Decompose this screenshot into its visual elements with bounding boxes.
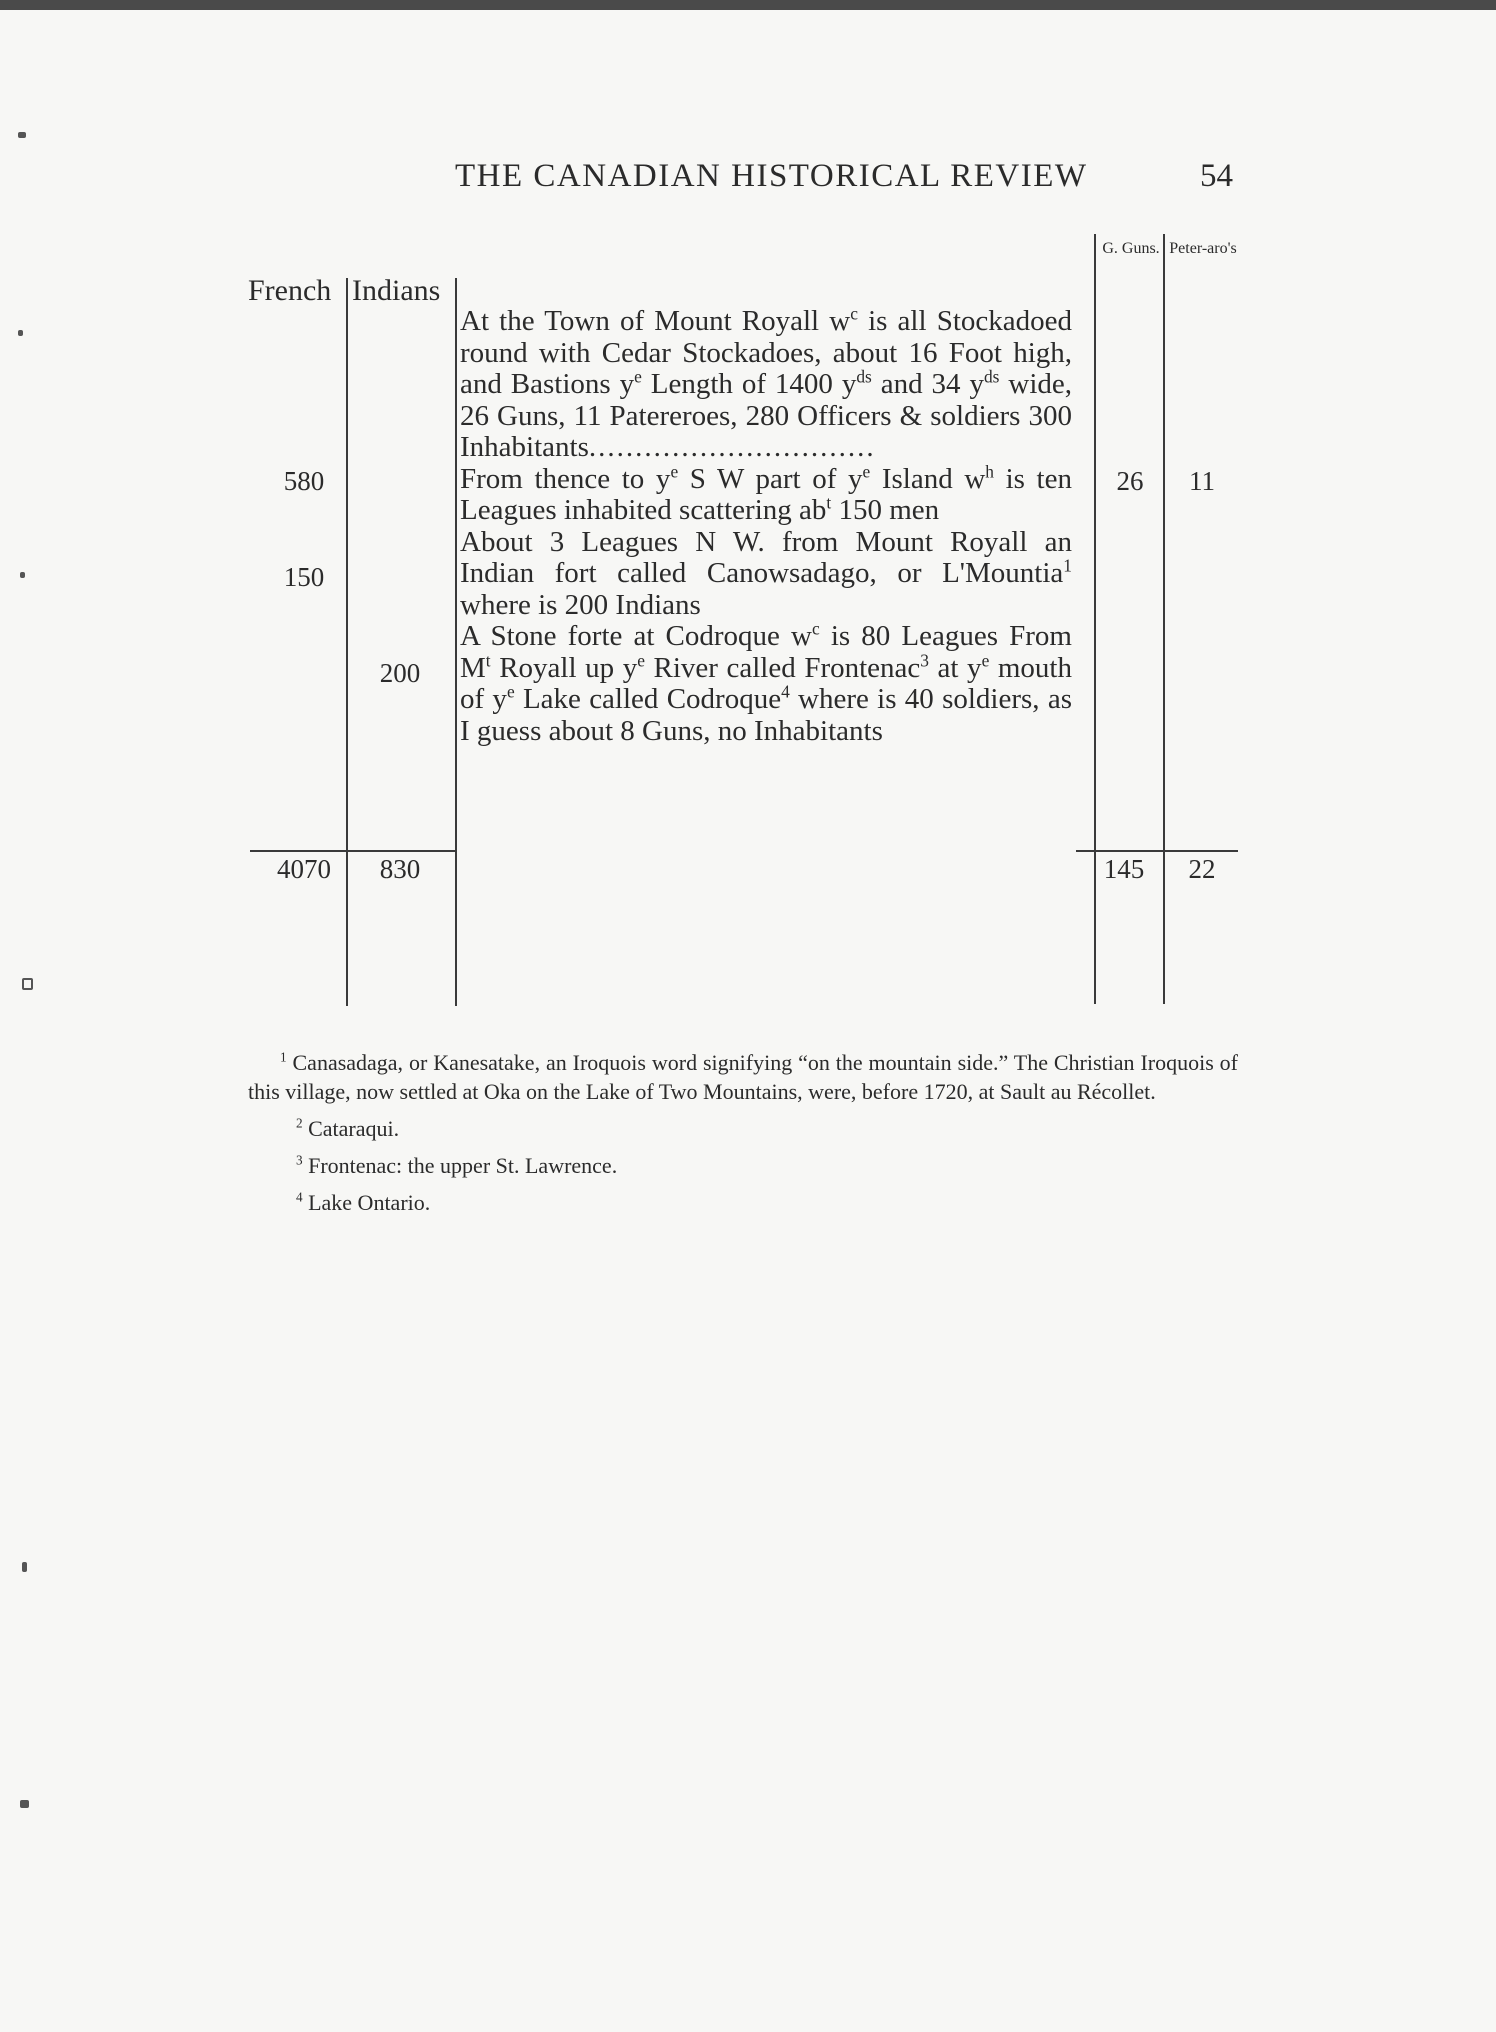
- indians-total: 830: [379, 854, 421, 884]
- guns-total: 145: [1103, 854, 1145, 884]
- entry-paragraph: A Stone forte at Codroque $w^c$ is 80 Leagues From $M^t$ Royall up $y^e$ River called Frontenac$^3$ at $y^e$ mouth of $y^e$ Lake called Codroque$^4$ where is 40 soldiers, as I guess about 8 Guns, no Inhabitants: [460, 618, 1072, 747]
- scan-edge-mark: [22, 1562, 27, 1572]
- column-header-indians: Indians: [352, 274, 441, 307]
- french-value: 580: [283, 466, 325, 496]
- scan-edge-mark: [20, 572, 25, 578]
- column-rule: [455, 278, 457, 1006]
- entry-paragraph: From thence to $y^e$ S W part of $y^e$ Island $w^h$ is ten Leagues inhabited scattering $ab^t$ 150 men: [460, 460, 1072, 526]
- scan-edge-mark: [18, 330, 23, 336]
- french-value: 150: [283, 562, 325, 592]
- entry-paragraph: About 3 Leagues N W. from Mount Royall an Indian fort called Canowsadago, or L'Mountia$^1$ where is 200 Indians: [460, 525, 1072, 621]
- entries-text: [460, 303, 1072, 747]
- total-rule: [250, 850, 456, 852]
- column-header-french: French: [248, 274, 332, 307]
- indians-value: 200: [379, 658, 421, 688]
- column-header-guns: G. Guns.: [1102, 240, 1160, 257]
- column-rule: [346, 278, 348, 1006]
- footnote: $^1$ Canasadaga, or Kanesatake, an Iroquois word signifying “on the mountain side.” The Christian Iroquois of this village, now settled at Oka on the Lake of Two Mountains, were, before 1720, at Sault au Récollet.: [248, 1049, 1238, 1104]
- scan-top-border: [0, 0, 1496, 10]
- guns-value: 26: [1116, 466, 1144, 496]
- footnote: $^4$ Lake Ontario.: [296, 1189, 431, 1215]
- column-header-peteraros: Peter-aro's: [1169, 240, 1237, 257]
- column-rule: [1163, 234, 1165, 1004]
- scan-edge-mark: [18, 132, 26, 138]
- total-rule: [1076, 850, 1238, 852]
- scan-edge-mark: [20, 1800, 29, 1808]
- peteraros-total: 22: [1188, 854, 1216, 884]
- footnote: $^3$ Frontenac: the upper St. Lawrence.: [296, 1152, 618, 1178]
- scan-edge-mark: [22, 978, 33, 990]
- entry-paragraph: At the Town of Mount Royall $w^c$ is all Stockadoed round with Cedar Stockadoes, about 16 Foot high, and Bastions $y^e$ Length of 1400 $y^{ds}$ and 34 $y^{ds}$ wide, 26 Guns, 11 Patereroes, 280 Officers & soldiers 300 Inhabitants...............................: [460, 303, 1072, 463]
- column-rule: [1094, 234, 1096, 1004]
- footnotes: [248, 1048, 1238, 1225]
- french-total: 4070: [277, 854, 331, 884]
- peteraros-value: 11: [1189, 466, 1215, 496]
- footnote: $^2$ Cataraqui.: [296, 1115, 400, 1141]
- page-number: 54: [1200, 158, 1233, 194]
- running-head: THE CANADIAN HISTORICAL REVIEW: [455, 158, 1088, 194]
